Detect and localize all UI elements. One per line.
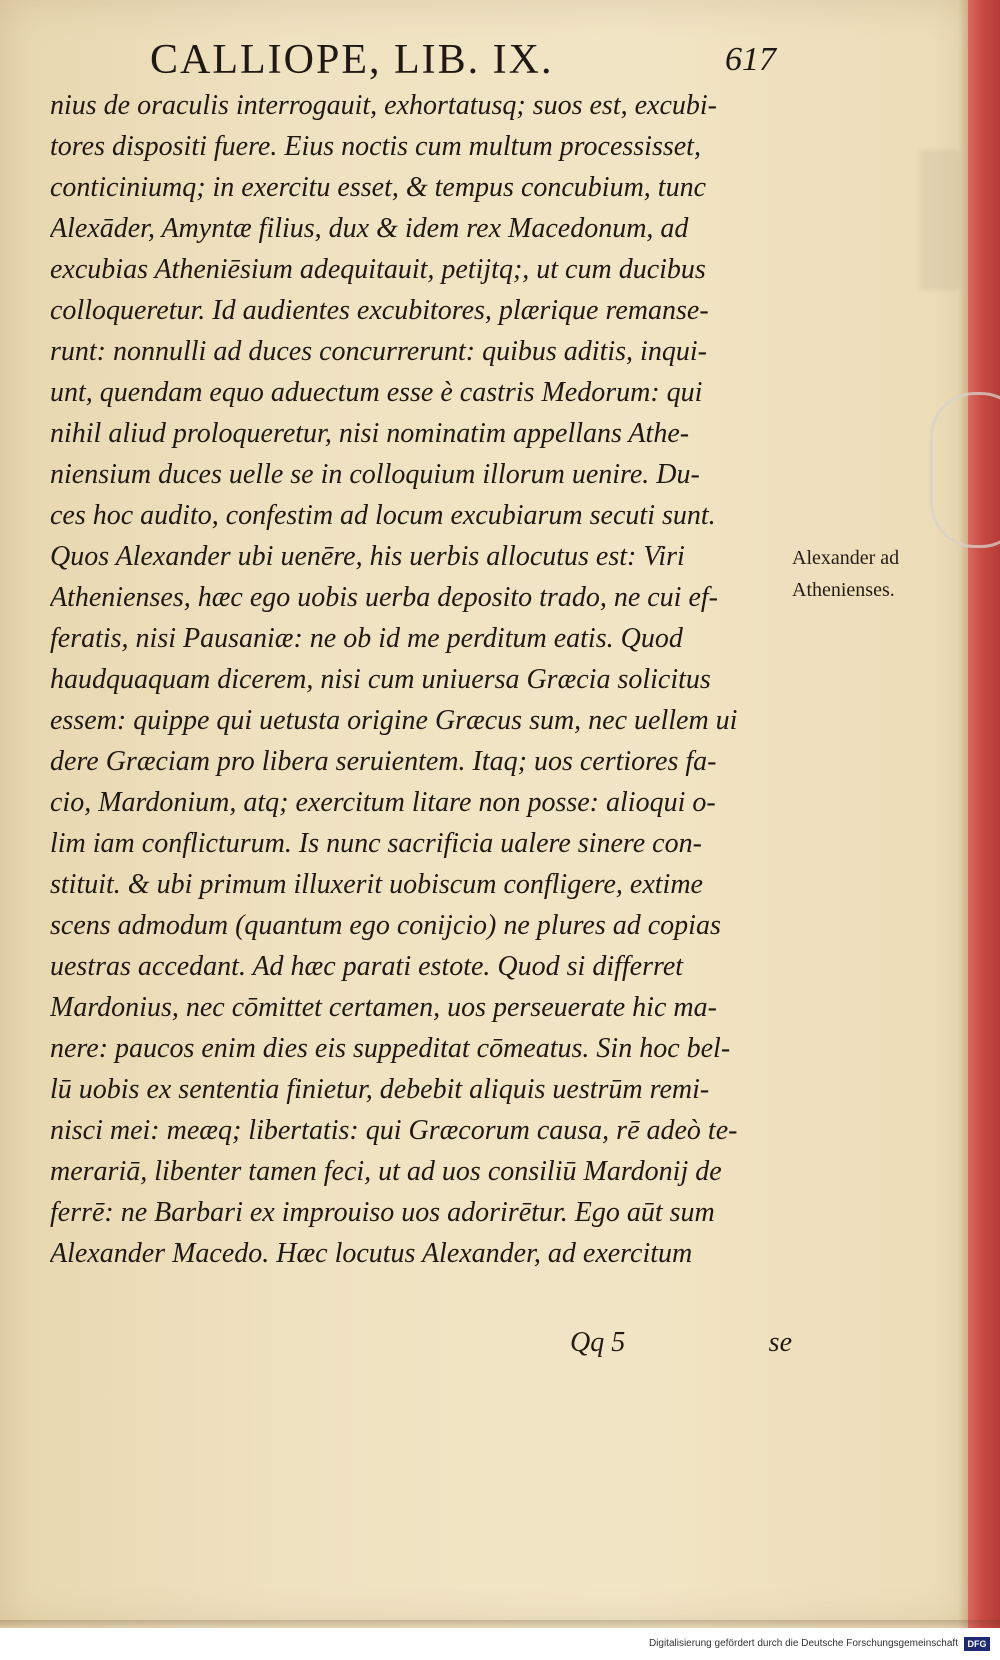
text-line: nihil aliud proloqueretur, nisi nominatim appellans Athe-: [50, 418, 690, 449]
marginal-note-line: Athenienses.: [792, 579, 895, 601]
text-line: colloqueretur. Id audientes excubitores, plærique remanse-: [50, 295, 709, 326]
text-line: excubias Atheniēsium adequitauit, petijtq;, ut cum ducibus: [50, 254, 706, 285]
text-line: cio, Mardonium, atq; exercitum litare non posse: alioqui o-: [50, 787, 716, 818]
text-line: lū uobis ex sententia finietur, debebit aliquis uestrūm remi-: [50, 1074, 710, 1105]
text-line: merariā, libenter tamen feci, ut ad uos consiliū Mardonij de: [50, 1156, 722, 1187]
text-line: Quos Alexander ubi uenēre, his uerbis allocutus est: Viri: [50, 541, 685, 572]
page-clip: [930, 392, 1000, 548]
text-line: ferrē: ne Barbari ex improuiso uos adorirētur. Ego aūt sum: [50, 1197, 715, 1228]
text-line: haudquaquam dicerem, nisi cum uniuersa Græcia solicitus: [50, 664, 711, 695]
marginal-note-line: Alexander ad: [792, 547, 900, 569]
text-line: uestras accedant. Ad hæc parati estote. Quod si differret: [50, 951, 684, 982]
marginal-note: [792, 542, 942, 606]
text-line: unt, quendam equo aduectum esse è castris Medorum: qui: [50, 377, 703, 408]
red-page-edge: [968, 0, 1000, 1628]
running-head-title: CALLIOPE, LIB. IX.: [150, 37, 554, 83]
dfg-logo: DFG: [964, 1637, 990, 1651]
body-text: [50, 85, 792, 1274]
signature-mark: Qq 5: [570, 1327, 626, 1358]
text-line: niensium duces uelle se in colloquium illorum uenire. Du-: [50, 459, 700, 490]
text-line: feratis, nisi Pausaniæ: ne ob id me perditum eatis. Quod: [50, 623, 683, 654]
text-line: scens admodum (quantum ego conijcio) ne plures ad copias: [50, 910, 721, 941]
text-line: essem: quippe qui uetusta origine Græcus sum, nec uellem ui: [50, 705, 738, 736]
digitization-footer: [0, 1628, 1000, 1660]
text-line: conticiniumq; in exercitu esset, & tempus concubium, tunc: [50, 172, 707, 203]
text-line: ces hoc audito, confestim ad locum excubiarum secuti sunt.: [50, 500, 716, 531]
running-head: [150, 33, 776, 87]
text-line: runt: nonnulli ad duces concurrerunt: quibus aditis, inqui-: [50, 336, 707, 367]
text-line: Athenienses, hæc ego uobis uerba deposito trado, ne cui ef-: [50, 582, 718, 613]
digitization-credit: Digitalisierung gefördert durch die Deutsche Forschungsgemeinschaft: [648, 1638, 958, 1649]
text-line: nere: paucos enim dies eis suppeditat cōmeatus. Sin hoc bel-: [50, 1033, 731, 1064]
catchword: se: [768, 1327, 792, 1358]
text-line: tores dispositi fuere. Eius noctis cum multum processisset,: [50, 131, 701, 162]
page-bottom-shadow: [0, 1620, 1000, 1628]
text-line: dere Græciam pro libera seruientem. Itaq; uos certiores fa-: [50, 746, 717, 777]
text-line: Mardonius, nec cōmittet certamen, uos perseuerate hic ma-: [50, 992, 717, 1023]
text-line: lim iam conflicturum. Is nunc sacrificia ualere sinere con-: [50, 828, 702, 859]
text-line: nius de oraculis interrogauit, exhortatusq; suos est, excubi-: [50, 90, 717, 121]
text-line: Alexāder, Amyntæ filius, dux & idem rex Macedonum, ad: [50, 213, 689, 244]
page-number: 617: [725, 41, 776, 78]
show-through-text: [920, 150, 960, 290]
catchwords: [570, 1323, 792, 1363]
text-line: Alexander Macedo. Hæc locutus Alexander, ad exercitum: [50, 1238, 693, 1269]
text-line: stituit. & ubi primum illuxerit uobiscum confligere, extime: [50, 869, 703, 900]
text-line: nisci mei: meæq; libertatis: qui Græcorum causa, rē adeò te-: [50, 1115, 738, 1146]
